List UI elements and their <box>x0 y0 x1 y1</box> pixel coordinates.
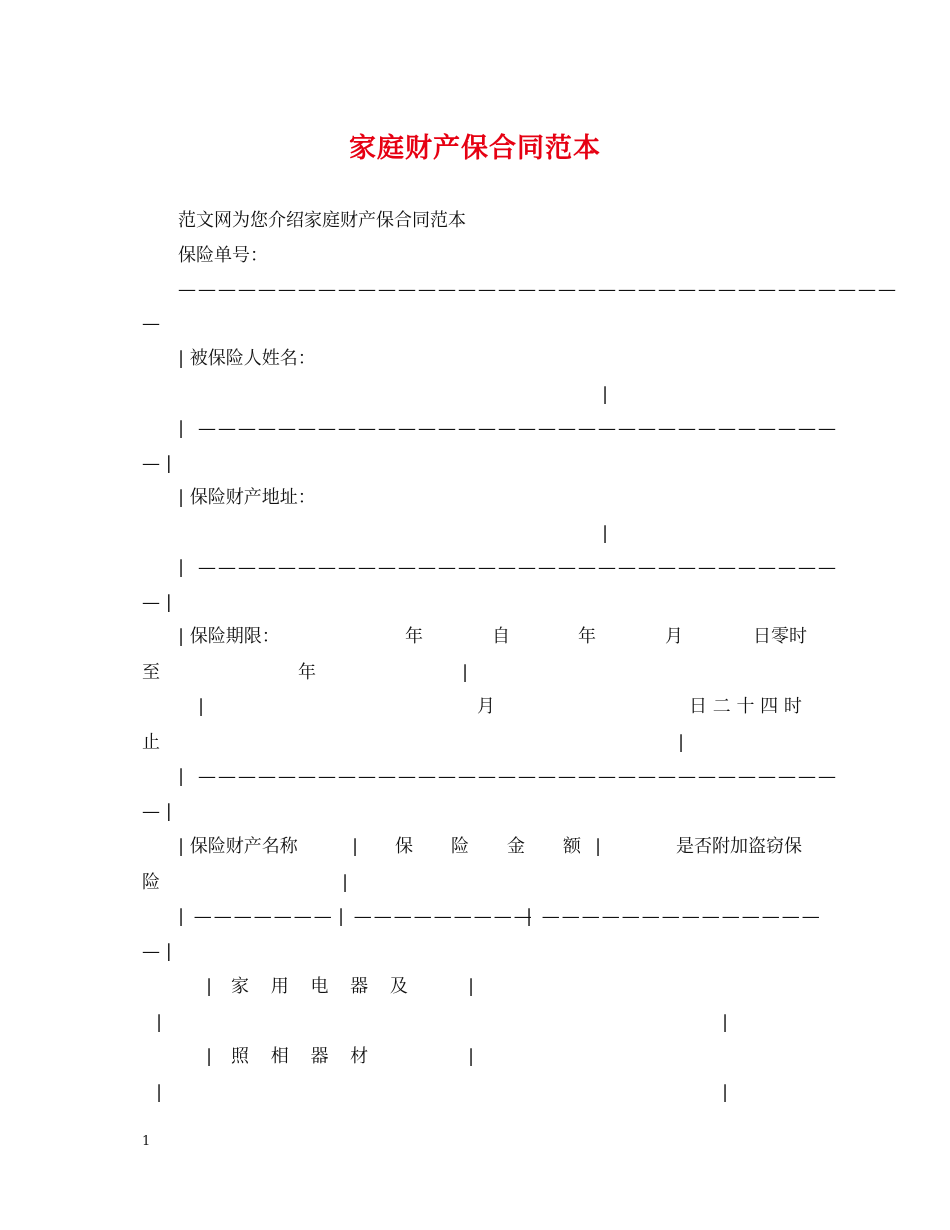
table-bar: | <box>156 1082 163 1103</box>
table-bar: | <box>722 1012 729 1033</box>
table-header-theft-addon: 是否附加盗窃保 <box>676 836 802 857</box>
table-rule-col1: | ——————— <box>178 906 334 927</box>
policy-number-label: 保险单号： <box>178 245 268 266</box>
table-header-insured-amount: 保 险 金 额 <box>395 836 591 857</box>
period-month: 月 <box>477 696 495 717</box>
table-bar: | <box>178 418 185 439</box>
period-stop: 止 <box>142 732 160 753</box>
field-bar: | <box>602 384 609 405</box>
dash-rule-tail: — | <box>142 801 172 822</box>
table-bar: | <box>156 1012 163 1033</box>
table-bar: | <box>206 1046 213 1067</box>
dash-rule-tail: — <box>142 313 160 334</box>
document-title: 家庭财产保合同范本 <box>349 133 601 164</box>
table-bar: | <box>468 1046 475 1067</box>
dash-rule: ———————————————————————————————— <box>198 766 838 787</box>
table-rule-col2: | ————————— <box>338 906 534 927</box>
period-day-zero-hour: 日零时 <box>753 626 807 647</box>
period-day-24-hour: 日 二 十 四 时 <box>689 696 802 717</box>
period-from: 自 <box>492 626 510 647</box>
dash-rule-tail: — | <box>142 453 172 474</box>
period-to: 至 <box>142 662 160 683</box>
field-bar: | <box>462 662 469 683</box>
dash-rule: ———————————————————————————————————— <box>178 279 898 300</box>
intro-text: 范文网为您介绍家庭财产保合同范本 <box>178 210 466 231</box>
period-year: 年 <box>298 662 316 683</box>
table-bar: | <box>722 1082 729 1103</box>
dash-rule-tail: — | <box>142 941 172 962</box>
row-label-appliances: 家 用 电 器 及 <box>231 976 416 997</box>
period-year: 年 <box>405 626 423 647</box>
dash-rule-tail: — | <box>142 592 172 613</box>
table-bar: | <box>206 976 213 997</box>
dash-rule: ———————————————————————————————— <box>198 557 838 578</box>
table-bar: | <box>352 836 359 857</box>
table-header-theft-addon-wrap: 险 <box>142 872 160 893</box>
table-rule-col3: | —————————————— <box>526 906 822 927</box>
insurance-period-label: | 保险期限： <box>178 626 280 647</box>
table-header-property-name: | 保险财产名称 <box>178 836 298 857</box>
field-bar: | <box>602 523 609 544</box>
period-year: 年 <box>578 626 596 647</box>
property-address-label: | 保险财产地址： <box>178 487 316 508</box>
table-bar: | <box>595 836 602 857</box>
table-bar: | <box>178 557 185 578</box>
insured-name-label: | 被保险人姓名： <box>178 348 316 369</box>
row-label-camera: 照 相 器 材 <box>231 1046 377 1067</box>
dash-rule: ———————————————————————————————— <box>198 418 838 439</box>
table-bar: | <box>178 766 185 787</box>
page-number: 1 <box>142 1134 151 1149</box>
field-bar: | <box>678 732 685 753</box>
table-bar: | <box>342 872 349 893</box>
field-bar: | <box>198 696 205 717</box>
table-bar: | <box>468 976 475 997</box>
period-month: 月 <box>665 626 683 647</box>
